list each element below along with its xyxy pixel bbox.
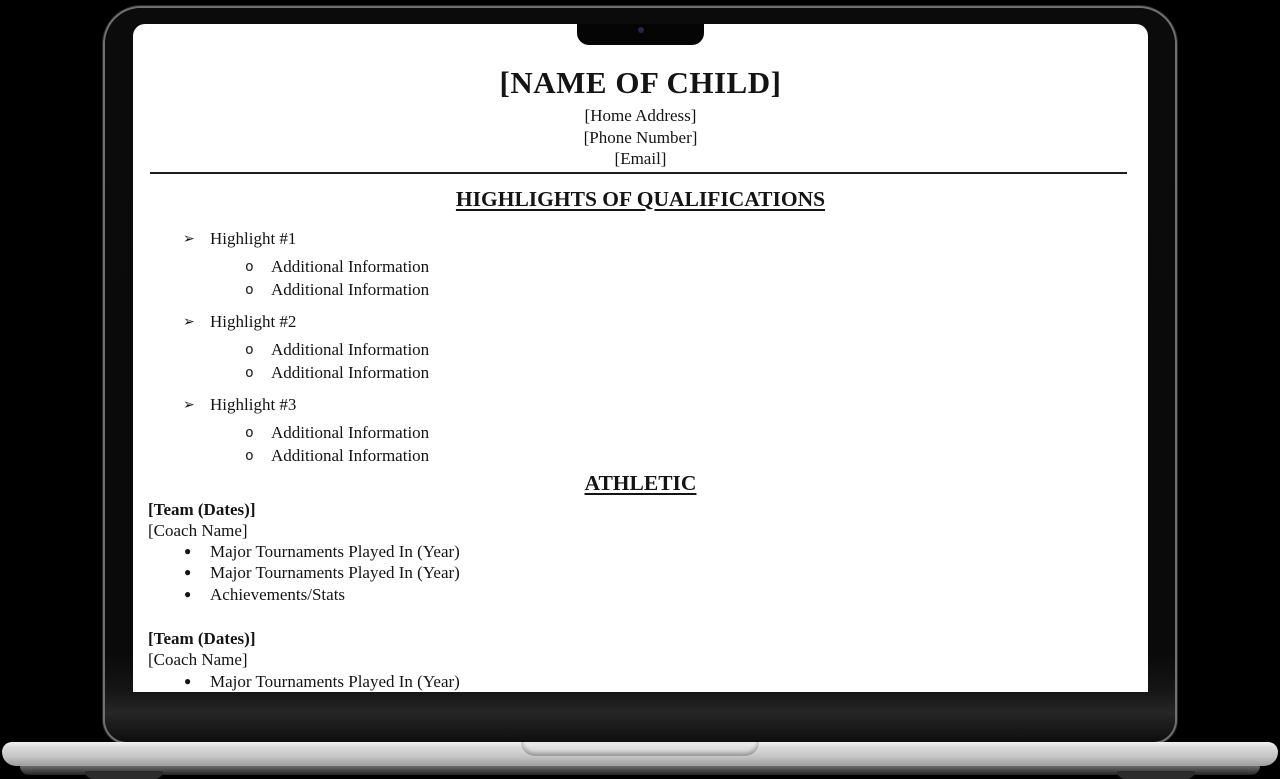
- highlight-label: Highlight #1: [210, 228, 297, 248]
- arrow-bullet-icon: ➢: [183, 230, 195, 247]
- highlight-group: [133, 311, 1148, 384]
- thumb-scoop: [521, 742, 759, 756]
- base-bottom-edge: [20, 766, 1260, 775]
- highlight-subitem: [133, 256, 1148, 278]
- contact-line-phone: [Phone Number]: [583, 127, 698, 147]
- team-bullet-label: Achievements/Stats: [210, 584, 346, 604]
- team-bullet: [148, 671, 1148, 692]
- highlight-item: [133, 311, 1148, 333]
- highlight-group: [133, 228, 1148, 301]
- team-bullet: [148, 541, 1148, 562]
- highlight-subitem: [133, 445, 1148, 467]
- coach-name: [Coach Name]: [148, 520, 248, 540]
- contact-block: [133, 105, 1148, 170]
- circle-bullet-icon: o: [245, 281, 254, 298]
- team-section: [133, 499, 1148, 605]
- team-bullet: [148, 562, 1148, 583]
- subitem-label: Additional Information: [271, 279, 430, 299]
- laptop-screen: [133, 24, 1148, 692]
- athletic-heading: ATHLETIC: [584, 470, 697, 495]
- team-bullet-label: Major Tournaments Played In (Year): [210, 542, 460, 562]
- team-section: [133, 628, 1148, 692]
- arrow-bullet-icon: ➢: [183, 396, 195, 413]
- circle-bullet-icon: o: [245, 447, 254, 464]
- subitem-label: Additional Information: [271, 422, 430, 442]
- team-bullet-label: Major Tournaments Played In (Year): [210, 563, 460, 583]
- disc-bullet-icon: ●: [184, 673, 192, 688]
- rubber-foot-right: [1117, 771, 1195, 779]
- team-bullet-label: Major Tournaments Played In (Year): [210, 671, 460, 691]
- disc-bullet-icon: ●: [184, 544, 192, 559]
- highlight-label: Highlight #2: [210, 311, 297, 331]
- subitem-label: Additional Information: [271, 445, 430, 465]
- highlight-item: [133, 394, 1148, 416]
- subitem-label: Additional Information: [271, 256, 430, 276]
- contact-line-email: [Email]: [614, 149, 667, 168]
- laptop-lid: [105, 8, 1175, 742]
- document-title: [NAME OF CHILD]: [499, 65, 782, 100]
- highlight-item: [133, 228, 1148, 250]
- coach-name: [Coach Name]: [148, 650, 248, 670]
- header-divider: [150, 172, 1127, 174]
- team-name: [Team (Dates)]: [148, 628, 256, 648]
- disc-bullet-icon: ●: [184, 586, 192, 601]
- rubber-foot-left: [85, 771, 163, 779]
- highlight-subitem: [133, 362, 1148, 384]
- laptop-base: [2, 742, 1278, 766]
- resume-document: [133, 24, 1148, 692]
- highlight-label: Highlight #3: [210, 394, 297, 414]
- circle-bullet-icon: o: [245, 424, 254, 441]
- team-bullet: [148, 584, 1148, 605]
- circle-bullet-icon: o: [245, 258, 254, 275]
- circle-bullet-icon: o: [245, 341, 254, 358]
- highlight-subitem: [133, 339, 1148, 361]
- qualifications-list: [133, 228, 1148, 467]
- highlight-subitem: [133, 279, 1148, 301]
- subitem-label: Additional Information: [271, 339, 430, 359]
- subitem-label: Additional Information: [271, 362, 430, 382]
- arrow-bullet-icon: ➢: [183, 313, 195, 330]
- highlight-subitem: [133, 422, 1148, 444]
- highlight-group: [133, 394, 1148, 467]
- camera-notch: [577, 24, 704, 45]
- camera-icon: [638, 27, 644, 33]
- contact-line-address: [Home Address]: [584, 106, 697, 125]
- disc-bullet-icon: ●: [184, 565, 192, 580]
- team-name: [Team (Dates)]: [148, 499, 256, 519]
- qualifications-heading: HIGHLIGHTS OF QUALIFICATIONS: [455, 186, 826, 211]
- circle-bullet-icon: o: [245, 364, 254, 381]
